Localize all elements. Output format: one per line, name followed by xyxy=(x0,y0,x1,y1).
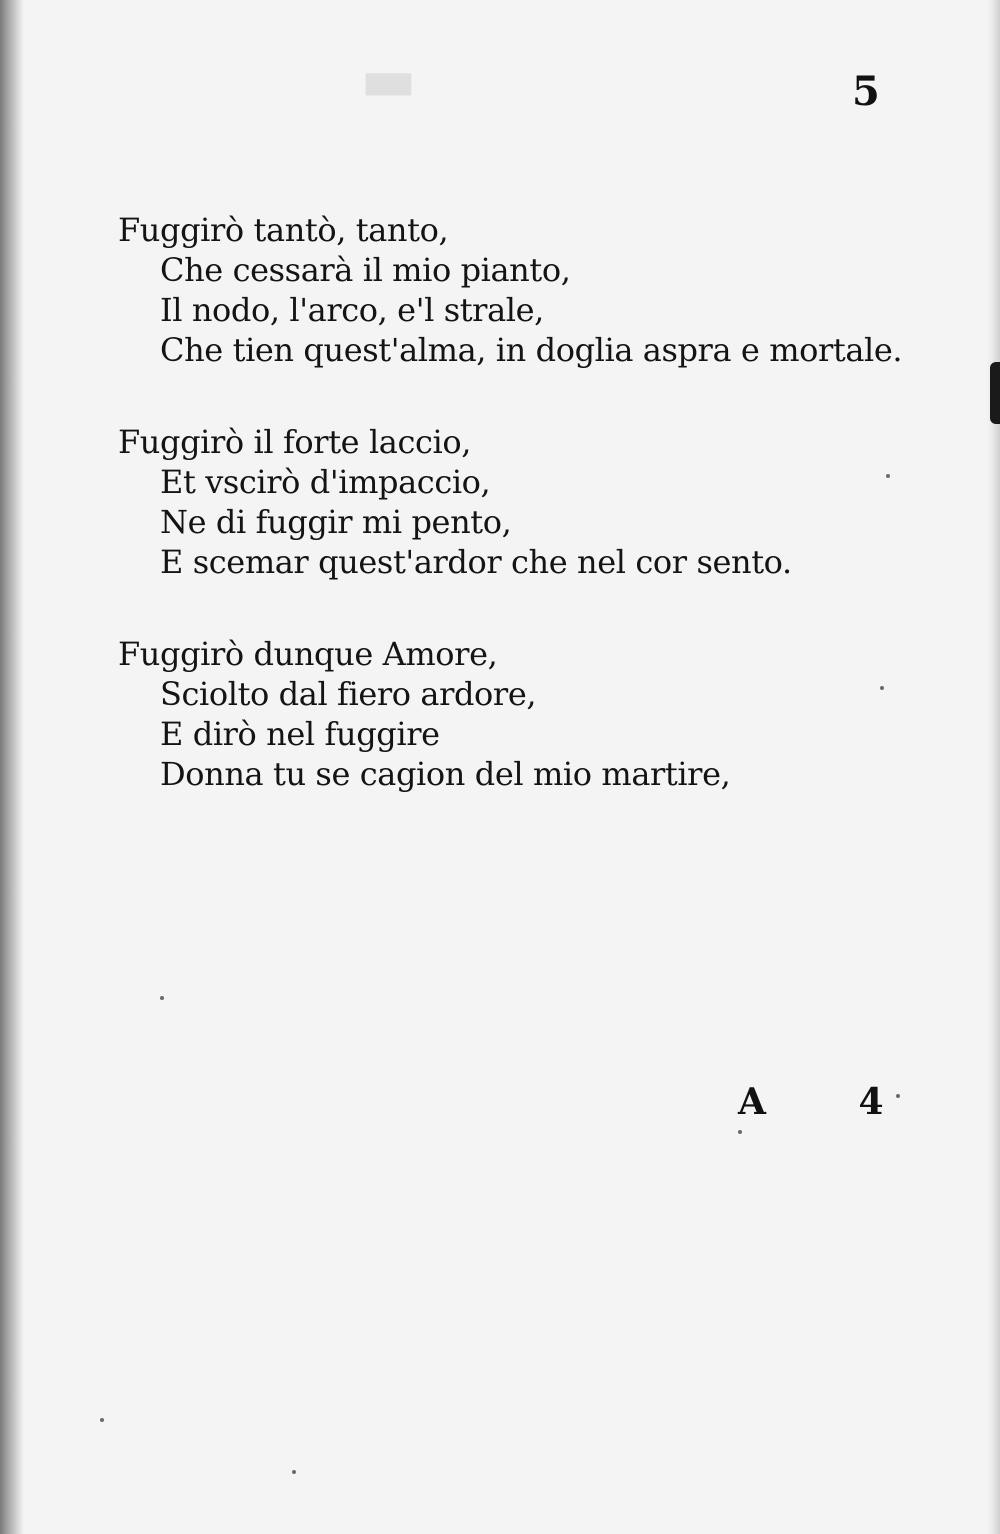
verse-line: Donna tu se cagion del mio martire, xyxy=(160,755,731,793)
page-number: 5 xyxy=(852,68,880,115)
verse-line: Sciolto dal fiero ardore, xyxy=(160,675,537,713)
verse-line: Il nodo, l'arco, e'l strale, xyxy=(160,291,544,329)
stanza-1 xyxy=(118,210,902,370)
signature-mark: A 4 xyxy=(738,1081,924,1123)
verse-line: Et vscirò d'impaccio, xyxy=(160,463,491,501)
show-through-bleed: ▬ xyxy=(330,45,417,115)
verse-line: Fuggirò il forte laccio, xyxy=(118,423,471,461)
verse-line: E scemar quest'ardor che nel cor sento. xyxy=(160,543,792,581)
verse-line: Fuggirò tantò, tanto, xyxy=(118,211,449,249)
verse-line: Fuggirò dunque Amore, xyxy=(118,635,498,673)
edge-mark xyxy=(990,362,1000,424)
verse-line: Che cessarà il mio pianto, xyxy=(160,251,571,289)
binding-edge xyxy=(0,0,24,1534)
verse-line: E dirò nel fuggire xyxy=(160,715,440,753)
right-page-edge xyxy=(986,0,1000,1534)
stanza-3 xyxy=(118,634,730,794)
stanza-2 xyxy=(118,422,792,582)
verse-line: Ne di fuggir mi pento, xyxy=(160,503,512,541)
verse-line: Che tien quest'alma, in doglia aspra e mortale. xyxy=(160,331,903,369)
